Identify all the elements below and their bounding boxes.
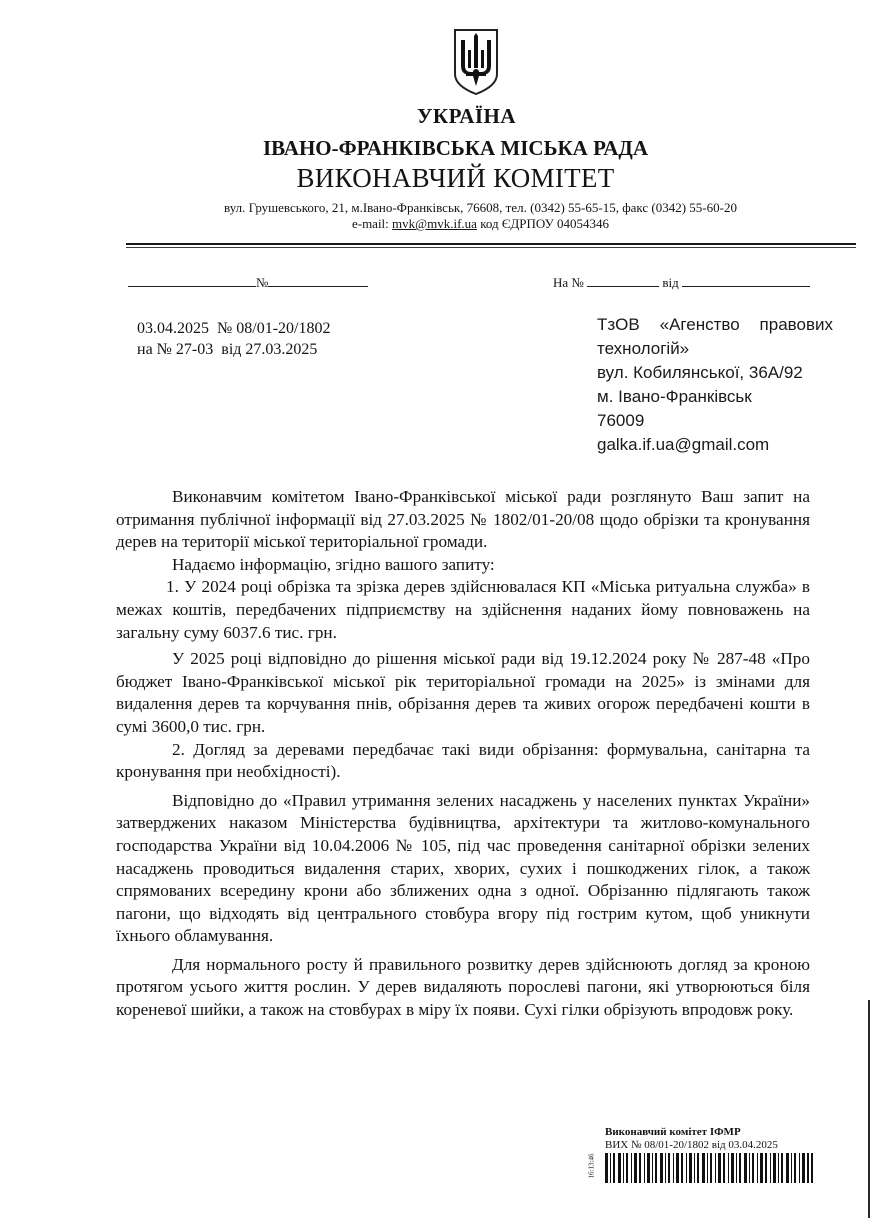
- registration-date: 03.04.2025: [137, 320, 209, 337]
- outgoing-number: № 08/01-20/1802: [217, 320, 331, 337]
- reply-to-date: від 27.03.2025: [221, 341, 318, 358]
- tryzub-coat-of-arms-icon: [452, 28, 500, 96]
- care-paragraph: Для нормального росту й правильного розвитку дерев здійснюють догляд за кроною протягом усього життя рослин. У дерев видаляють порослеві пагони, які утворюються біля кореневої шийки, а також на стовбурах в міру їх появи. Сухі гілки обрізують впродовж року.: [116, 954, 810, 1020]
- committee-title: ВИКОНАВЧИЙ КОМІТЕТ: [296, 163, 615, 193]
- stamp-organization: Виконавчий комітет ІФМР: [605, 1126, 741, 1138]
- reply-to-number: на № 27-03: [137, 341, 214, 358]
- letterhead-divider: [126, 243, 856, 245]
- recipient-postcode: 76009: [597, 411, 645, 430]
- letterhead-divider-thin: [126, 247, 856, 248]
- council-title: ІВАНО-ФРАНКІВСЬКА МІСЬКА РАДА: [262, 136, 649, 160]
- reply-reference-blank: [553, 272, 810, 291]
- item-1-2025-paragraph: У 2025 році відповідно до рішення міської ради від 19.12.2024 року № 287-48 «Про бюджет Івано-Франківської міської рік територіальної громади на 2025» із змінами для видалення дерев та корчування пнів, обрізання дерев та живих огорож передбачені кошти в сумі 3600,0 тис. грн.: [116, 649, 810, 736]
- registration-line-1: [137, 318, 330, 340]
- rules-paragraph: Відповідно до «Правил утримання зелених насаджень у населених пунктах України» затверджених наказом Міністерства будівництва, архітектури та житлово-комунального господарства України від 10.04.2006 № 105, під час проведення санітарної обрізки зелених насаджень проводиться видалення старих, хворих, сухих і пошкоджених гілок, а також спрямованих всередину крони або зближених одна з одної. Обрізанню підлягають також пагони, що відходять від центрального стовбура вгору під гострим кутом, щоб уникнути їхнього обламування.: [116, 790, 810, 946]
- item-1-paragraph: 1. У 2024 році обрізка та зрізка дерев здійснювалася КП «Міська ритуальна служба» в межах коштів, передбачених підприємству на здійснення наданих йому повноважень на загальну суму 6037.6 тис. грн.: [116, 577, 810, 642]
- reply-to-label: На №: [553, 275, 584, 290]
- stamp-time: 16:13:46: [587, 1153, 596, 1179]
- recipient-org-line-1: [597, 313, 833, 337]
- number-sign: №: [256, 275, 269, 290]
- email-link[interactable]: mvk@mvk.if.ua: [392, 216, 477, 231]
- email-label: e-mail:: [351, 216, 389, 231]
- country-title: УКРАЇНА: [416, 104, 517, 128]
- scan-edge-shadow: [868, 1000, 870, 1218]
- letter-body: [116, 486, 810, 1022]
- stamp-outgoing-number: ВИХ № 08/01-20/1802 від 03.04.2025: [605, 1139, 778, 1151]
- provide-paragraph: Надаємо інформацію, згідно вашого запиту:: [172, 554, 495, 574]
- item-2-paragraph: 2. Догляд за деревами передбачає такі види обрізання: формувальна, санітарна та кронування при необхідності).: [116, 739, 810, 782]
- recipient-street: вул. Кобилянської, 36А/92: [597, 363, 803, 382]
- recipient-org-name-part: «Агенство: [659, 315, 740, 334]
- recipient-org-line-2: технологій»: [597, 339, 690, 358]
- recipient-city: м. Івано-Франківськ: [597, 387, 752, 406]
- number-blank-line: [268, 272, 368, 287]
- intro-paragraph: Виконавчим комітетом Івано-Франківської міської ради розглянуто Ваш запит на отримання публічної інформації від 27.03.2025 № 1802/01-20/08 щодо обрізки та кронування дерев на території міської територіальної громади.: [116, 487, 810, 552]
- recipient-block: [597, 313, 833, 457]
- reply-date-blank-line: [682, 272, 810, 287]
- recipient-org-type: ТзОВ: [597, 315, 640, 334]
- date-blank-line: [128, 272, 256, 287]
- edrpou-code: код ЄДРПОУ 04054346: [480, 216, 610, 231]
- barcode-icon: [605, 1153, 813, 1183]
- registration-line-2: [137, 339, 317, 361]
- recipient-org-name-part: правових: [759, 315, 833, 334]
- letterhead-address: вул. Грушевського, 21, м.Івано-Франківськ, 76608, тел. (0342) 55-65-15, факс (0342) 55-60-20: [224, 200, 737, 215]
- from-label: від: [662, 275, 679, 290]
- outgoing-number-blank: [128, 272, 368, 291]
- recipient-email: galka.if.ua@gmail.com: [597, 435, 770, 454]
- reply-number-blank-line: [587, 272, 659, 287]
- registration-stamp: [587, 1126, 823, 1186]
- letterhead-contacts: [0, 216, 873, 232]
